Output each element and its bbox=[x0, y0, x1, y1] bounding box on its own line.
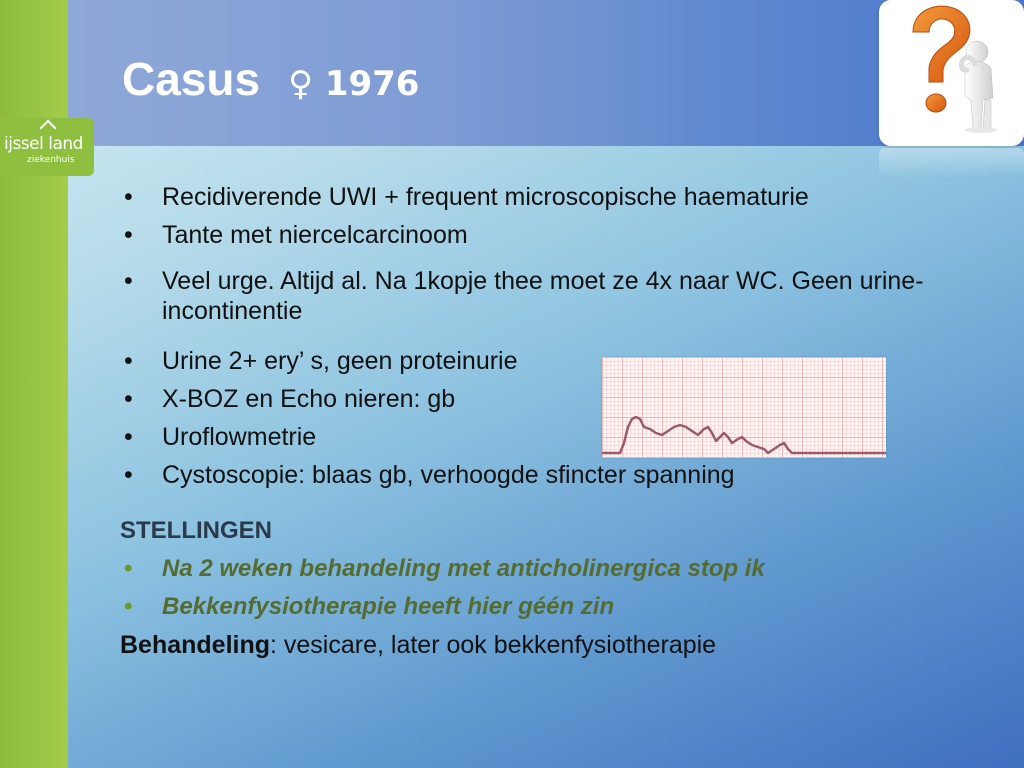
bullet-item bbox=[120, 456, 1000, 494]
bullet-text: X-BOZ en Echo nieren: gb bbox=[162, 385, 456, 413]
bullet-item bbox=[120, 216, 1000, 254]
logo-subtitle: ziekenhuis bbox=[27, 155, 75, 165]
left-accent-bar bbox=[0, 0, 68, 768]
question-figure-image bbox=[879, 0, 1024, 146]
bullet-marker: • bbox=[124, 593, 133, 620]
bullet-item bbox=[120, 178, 1000, 216]
thinking-person-question-mark-icon bbox=[879, 0, 1024, 146]
bullet-marker: • bbox=[124, 221, 133, 249]
uroflowmetry-graph-image bbox=[602, 357, 886, 458]
bullet-text: Urine 2+ ery’ s, geen proteinurie bbox=[162, 347, 518, 375]
behandeling-line bbox=[120, 626, 1000, 664]
spacer bbox=[120, 254, 1000, 266]
bullet-text: Tante met niercelcarcinoom bbox=[162, 221, 468, 249]
bullet-text: Cystoscopie: blaas gb, verhoogde sfincter spanning bbox=[162, 461, 735, 489]
stelling-item bbox=[120, 550, 1000, 588]
stelling-text: Bekkenfysiotherapie heeft hier géén zin bbox=[162, 593, 615, 620]
behandeling-text: : vesicare, later ook bekkenfysiotherapie bbox=[270, 631, 717, 659]
bullet-text: Recidiverende UWI + frequent microscopische haematurie bbox=[162, 183, 809, 211]
bullet-marker: • bbox=[124, 267, 133, 295]
spacer bbox=[120, 326, 1000, 342]
bullet-marker: • bbox=[124, 347, 133, 375]
bullet-text: Uroflowmetrie bbox=[162, 423, 317, 451]
flow-curve bbox=[602, 357, 886, 458]
stellingen-heading: STELLINGEN bbox=[120, 517, 273, 544]
image-reflection bbox=[879, 148, 1024, 178]
bullet-text: Veel urge. Altijd al. Na 1kopje thee moet ze 4x naar WC. Geen urine-incontinentie bbox=[162, 267, 924, 325]
stelling-text: Na 2 weken behandeling met anticholinergica stop ik bbox=[162, 555, 765, 582]
logo-name: ijssel land bbox=[4, 134, 83, 154]
title-word: Casus bbox=[122, 53, 261, 105]
bullet-marker: • bbox=[124, 385, 133, 413]
behandeling-label: Behandeling bbox=[120, 631, 271, 659]
slide-title bbox=[122, 52, 419, 106]
bullet-marker: • bbox=[124, 555, 133, 582]
stelling-item bbox=[120, 588, 1000, 626]
title-gender-year: ♀ 1976 bbox=[288, 64, 420, 104]
bullet-marker: • bbox=[124, 183, 133, 211]
spacer bbox=[120, 494, 1000, 512]
bullet-item bbox=[120, 266, 1002, 326]
bullet-marker: • bbox=[124, 461, 133, 489]
bullet-marker: • bbox=[124, 423, 133, 451]
hospital-logo bbox=[0, 118, 94, 176]
